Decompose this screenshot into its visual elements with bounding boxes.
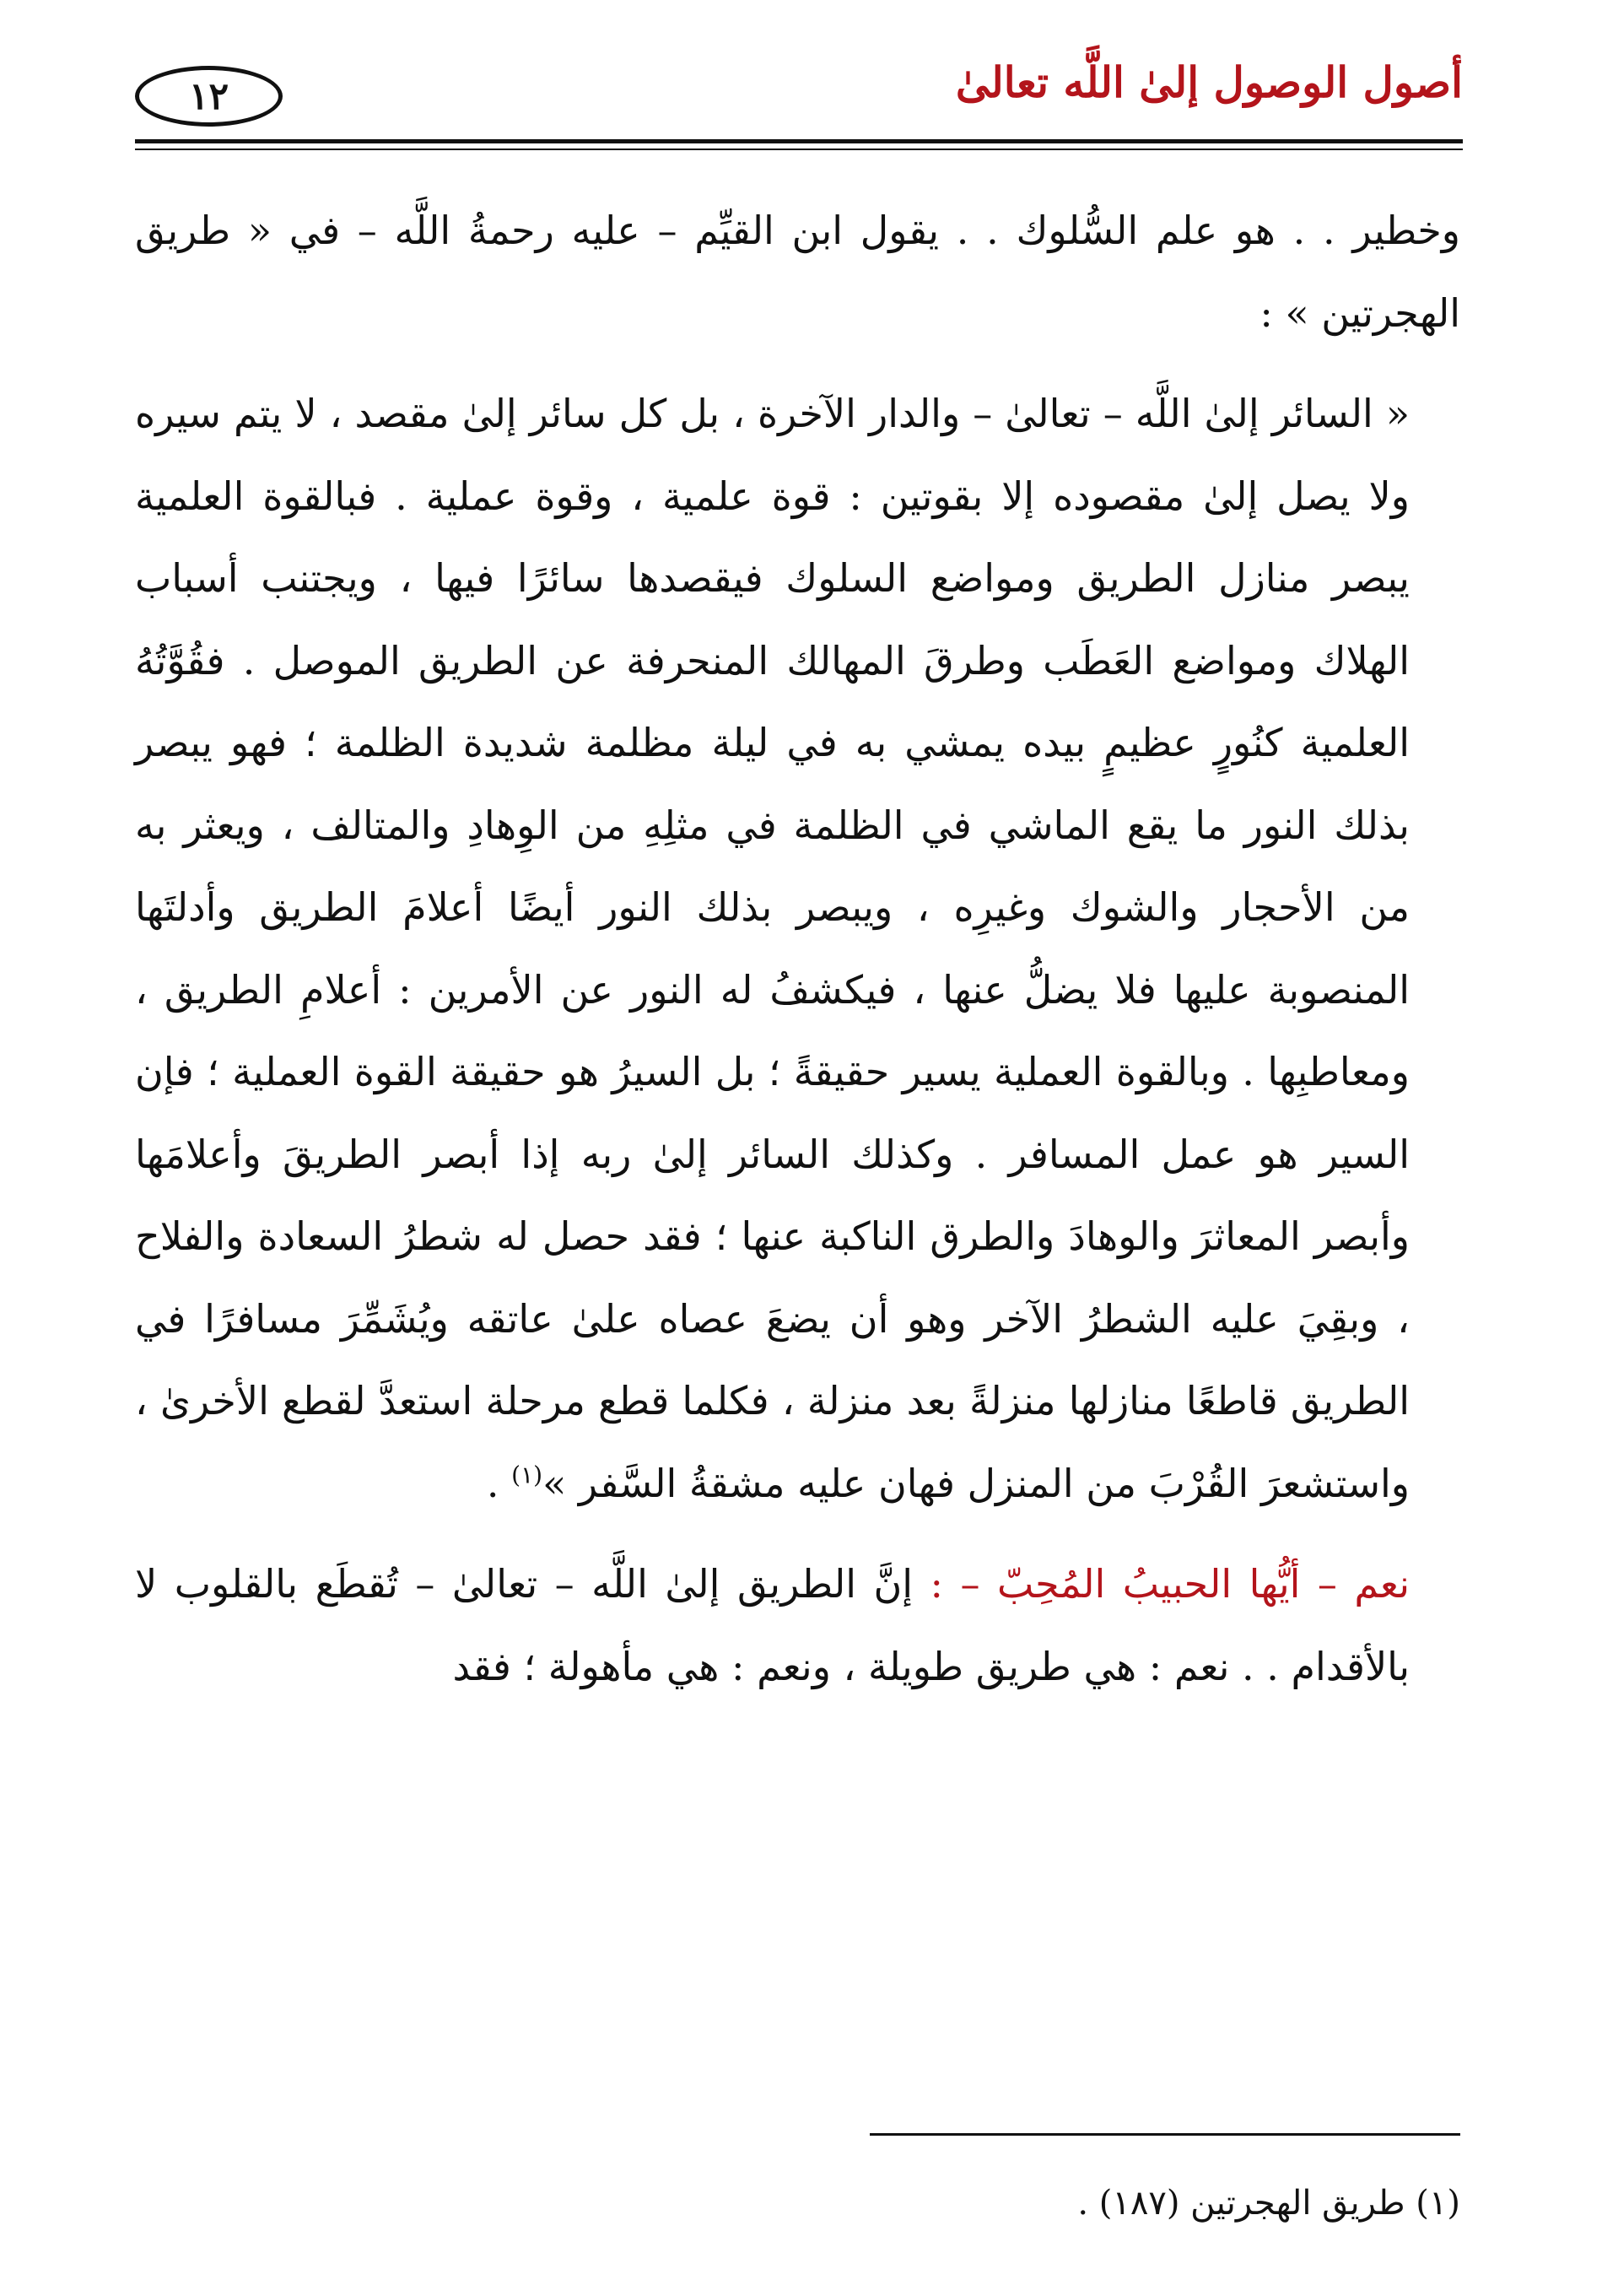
running-title: أصول الوصول إلىٰ اللَّه تعالىٰ [955,57,1463,107]
header-rule-thin [135,149,1463,150]
page-header [135,51,1463,143]
quote-end: . [486,1460,512,1506]
page-number-oval [135,66,283,127]
quote-text: « السائر إلىٰ اللَّه – تعالىٰ – والدار الآخرة ، بل كل سائر إلىٰ مقصد ، لا يتم سيره ولا يصل إلىٰ مقصوده إلا بقوتين : قوة علمية ، وقوة عملية . فبالقوة العلمية يبصر منازل الطريق ومواضع السلوك فيقصدها سائرًا فيها ، ويجتنب أسباب الهلاك ومواضع العَطَب وطرقَ المهالك المنحرفة عن الطريق الموصل . فقُوَّتُهُ العلمية كنُورٍ عظيمٍ بيده يمشي به في ليلة مظلمة شديدة الظلمة ؛ فهو يبصر بذلك النور ما يقع الماشي في الظلمة في مثلِهِ من الوِهادِ والمتالف ، ويعثر به من الأحجار والشوك وغيرِه ، ويبصر بذلك النور أيضًا أعلامَ الطريق وأدلتَها المنصوبة عليها فلا يضلُّ عنها ، فيكشفُ له النور عن الأمرين : أعلامِ الطريق ، ومعاطبِها . وبالقوة العملية يسير حقيقةً ؛ بل السيرُ هو حقيقة القوة العملية ؛ فإن السير هو عمل المسافر . وكذلك السائر إلىٰ ربه إذا أبصر الطريقَ وأعلامَها وأبصر المعاثرَ والوهادَ والطرق الناكبة عنها ؛ فقد حصل له شطرُ السعادة والفلاح ، وبقِيَ عليه الشطرُ الآخر وهو أن يضعَ عصاه علىٰ عاتقه ويُشَمِّرَ مسافرًا في الطريق قاطعًا منازلها منزلةً بعد منزلة ، فكلما قطع مرحلة استعدَّ لقطع الأخرىٰ ، واستشعرَ القُرْبَ من المنزل فهان عليه مشقةُ السَّفر » [135,391,1410,1506]
paragraph-3-text: إنَّ الطريق إلىٰ اللَّه – تعالىٰ – تُقطَع بالقلوب لا بالأقدام . . نعم : هي طريق طويلة ، ونعم : هي مأهولة ؛ فقد [135,1561,1410,1689]
paragraph-quote [135,373,1460,1525]
paragraph-1 [135,190,1460,354]
page-number: ١٢ [188,74,229,118]
footnote: (١) طريق الهجرتين (١٨٧) . [1077,2184,1460,2223]
paragraph-3 [135,1543,1460,1708]
footnote-separator [870,2133,1460,2136]
header-rule-thick [135,139,1463,143]
main-text [135,190,1460,1708]
paragraph-1-text: وخطير . . هو علم السُّلوك . . يقول ابن القيِّم – عليه رحمةُ اللَّه – في « طريق الهجرتين » : [135,208,1460,336]
footnote-reference[interactable]: (١) [511,1461,543,1489]
red-address-phrase: نعم – أيُّها الحبيبُ المُحِبّ – : [930,1561,1410,1607]
